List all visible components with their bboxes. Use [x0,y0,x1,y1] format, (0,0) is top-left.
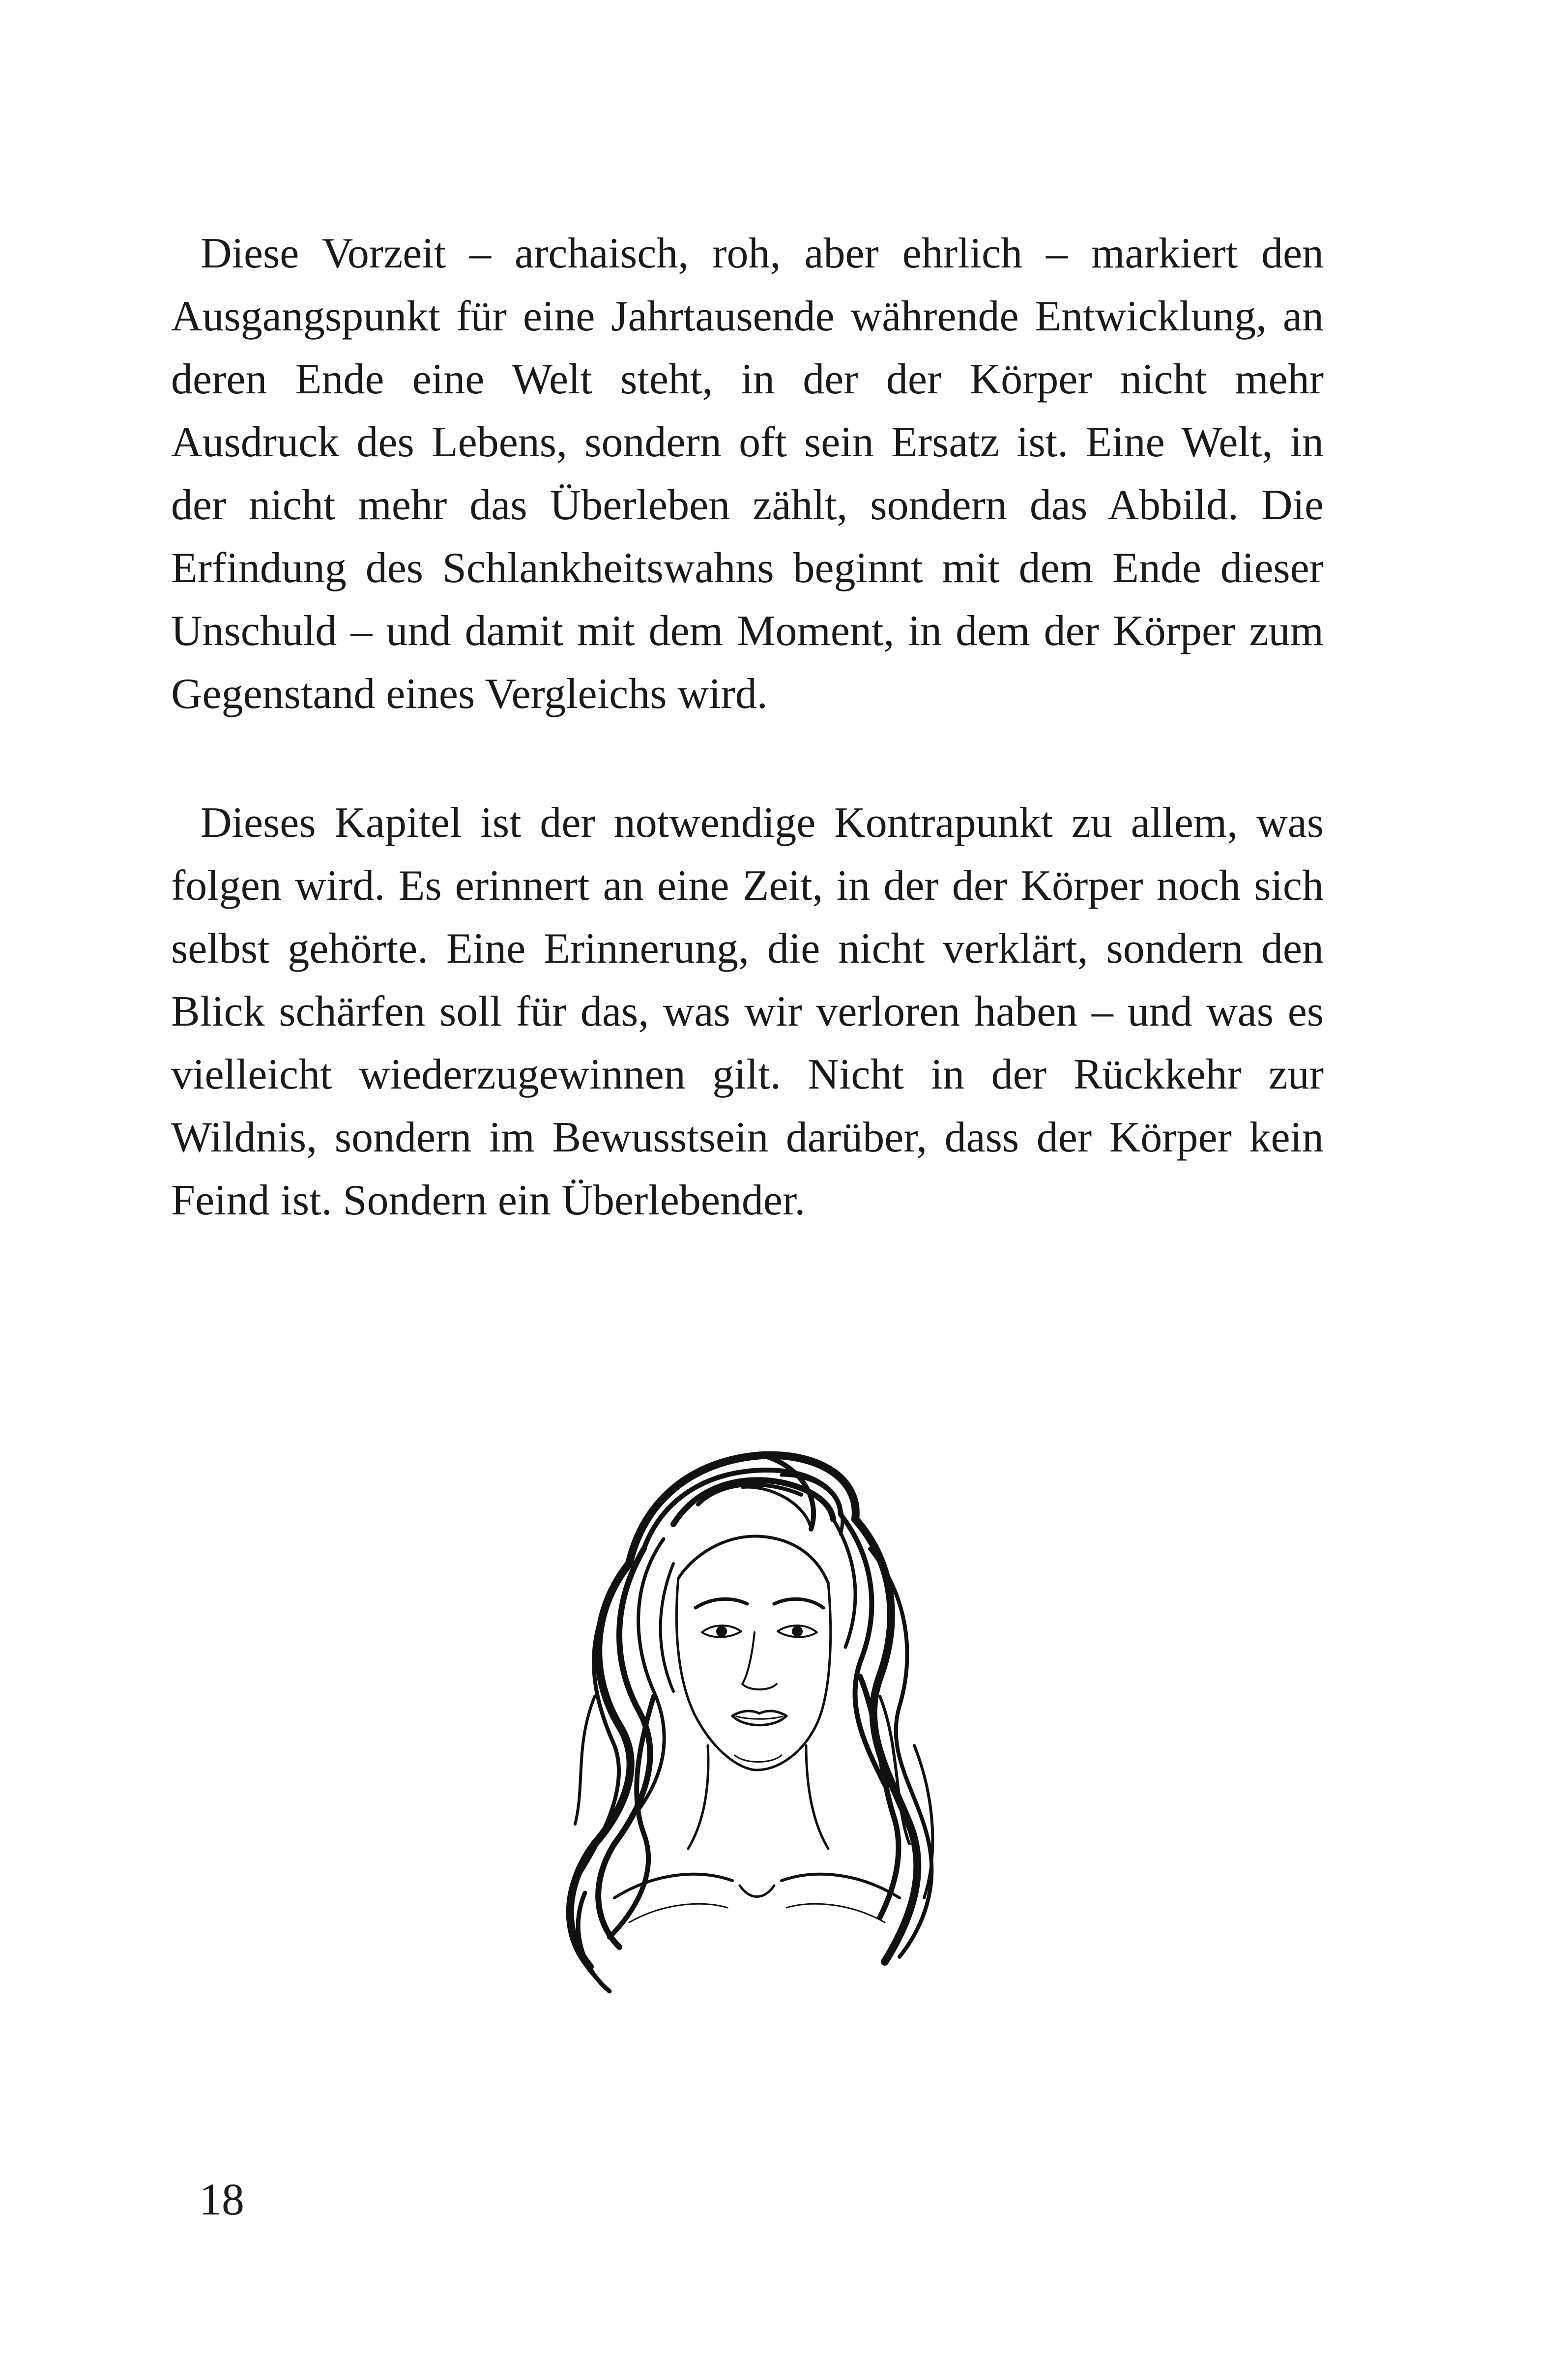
page-number: 18 [199,2174,244,2224]
paragraph-1-text: Diese Vorzeit – archaisch, roh, aber ehrlich – markiert den Ausgangspunkt für eine Jahrtausende währende Entwicklung, an deren Ende eine Welt steht, in der der Körper nicht mehr Ausdruck des Lebens, sondern oft sein Ersatz ist. Eine Welt, in der nicht mehr das Überleben zählt, sondern das Abbild. Die Erfindung des Schlankheitswahns beginnt mit dem Ende dieser Unschuld – und damit mit dem Moment, in dem der Körper zum Gegenstand eines Vergleichs wird. [171,230,1324,718]
woman-portrait-illustration [467,1401,1027,2036]
paragraph-2-text: Dieses Kapitel ist der notwendige Kontrapunkt zu allem, was folgen wird. Es erinnert an eine Zeit, in der der Körper noch sich selbst gehörte. Eine Erinnerung, die nicht verklärt, sondern den Blick schärfen soll für das, was wir verloren haben – und was es vielleicht wiederzugewinnen gilt. Nicht in der Rückkehr zur Wildnis, sondern im Bewusstsein darüber, dass der Körper kein Feind ist. Sondern ein Überlebender. [171,799,1324,1224]
paragraph-1 [171,222,1324,726]
paragraph-2 [171,792,1324,1232]
